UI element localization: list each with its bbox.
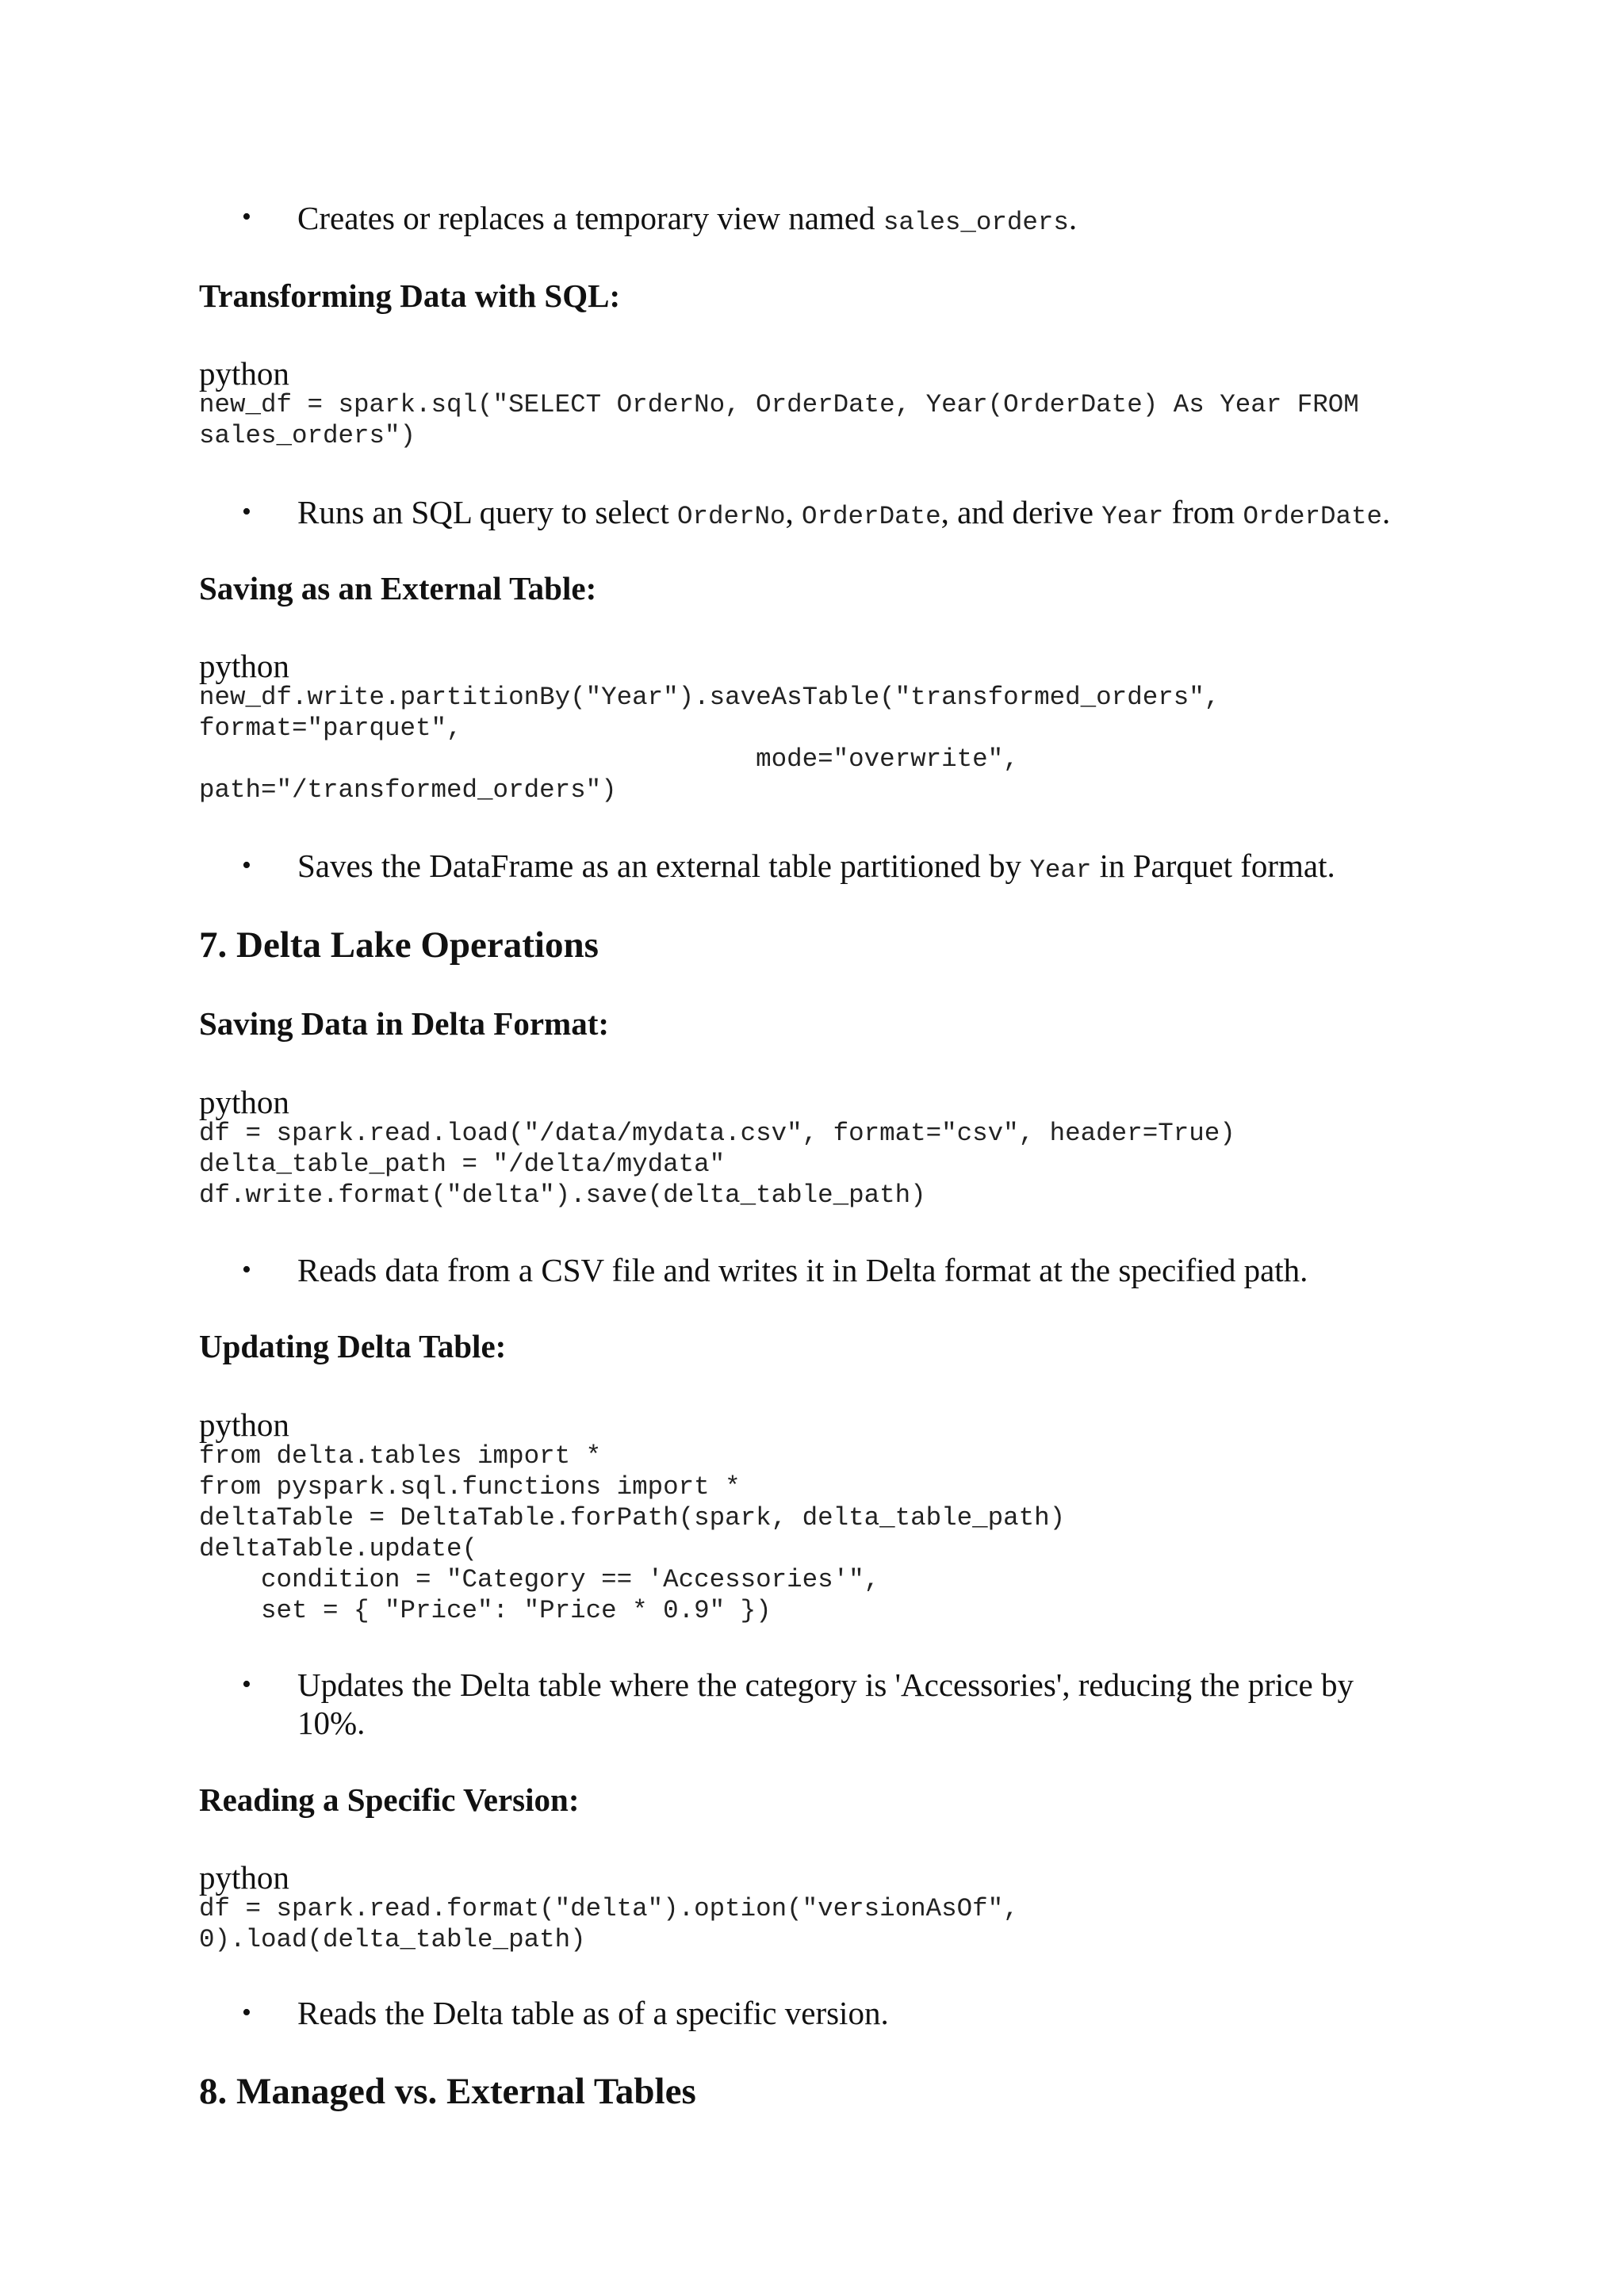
subheading-transforming-data: Transforming Data with SQL: [199, 277, 621, 314]
subheading-updating-delta: Updating Delta Table: [199, 1328, 507, 1364]
code-language-label: python [199, 1859, 289, 1896]
bullet-text-read-version: Reads the Delta table as of a specific version. [297, 1995, 889, 2031]
subheading-specific-version: Reading a Specific Version: [199, 1781, 580, 1818]
text-span: . [1068, 200, 1078, 236]
bullet-marker: • [242, 851, 251, 880]
text-span: . [1381, 494, 1391, 530]
inline-code: Year [1101, 502, 1164, 531]
code-block-save-external-table: new_df.write.partitionBy("Year").saveAsTable("transformed_orders", format="parquet", mode="overwrite", path="/transformed_orders") [199, 683, 1220, 805]
code-language-label: python [199, 648, 289, 684]
text-span: Saves the DataFrame as an external table partitioned by [297, 848, 1030, 884]
text-span: Creates or replaces a temporary view named [297, 200, 883, 236]
inline-code: OrderDate [802, 502, 941, 531]
text-span: , and derive [940, 494, 1102, 530]
code-block-read-version: df = spark.read.format("delta").option("versionAsOf", 0).load(delta_table_path) [199, 1894, 1019, 1954]
bullet-marker: • [242, 202, 251, 232]
text-span: Runs an SQL query to select [297, 494, 678, 530]
text-span: from [1163, 494, 1243, 530]
text-span: , [785, 494, 802, 530]
section-heading-delta-lake: 7. Delta Lake Operations [199, 924, 599, 966]
code-language-label: python [199, 355, 289, 392]
bullet-text-sql-query [297, 492, 1390, 537]
bullet-text-update-line1: Updates the Delta table where the category is 'Accessories', reducing the price by [297, 1667, 1354, 1703]
code-block-delta-save: df = spark.read.load("/data/mydata.csv", format="csv", header=True) delta_table_path = "/delta/mydata" df.write.format("delta").save(delta_table_path) [199, 1119, 1235, 1210]
bullet-marker: • [242, 497, 251, 526]
bullet-text-partitioned [297, 846, 1335, 890]
inline-code: Year [1029, 855, 1092, 885]
code-language-label: python [199, 1084, 289, 1120]
code-block-delta-update: from delta.tables import * from pyspark.sql.functions import * deltaTable = DeltaTable.forPath(spark, delta_table_path) deltaTable.update( condition = "Category == 'Accessories'", set = { "Price": "Price * 0.9" }) [199, 1441, 1066, 1625]
bullet-marker: • [242, 1670, 251, 1699]
bullet-marker: • [242, 1998, 251, 2027]
bullet-text-update-line2: 10%. [297, 1705, 366, 1741]
inline-code: sales_orders [883, 208, 1069, 237]
code-language-label: python [199, 1406, 289, 1443]
inline-code: OrderDate [1243, 502, 1382, 531]
bullet-marker: • [242, 1255, 251, 1284]
subheading-delta-format: Saving Data in Delta Format: [199, 1005, 610, 1042]
bullet-text-csv-to-delta: Reads data from a CSV file and writes it in Delta format at the specified path. [297, 1252, 1308, 1288]
text-span: in Parquet format. [1091, 848, 1335, 884]
inline-code: OrderNo [677, 502, 786, 531]
subheading-external-table: Saving as an External Table: [199, 570, 597, 607]
code-block-sql-query: new_df = spark.sql("SELECT OrderNo, OrderDate, Year(OrderDate) As Year FROM sales_orders") [199, 390, 1359, 450]
bullet-text-temp-view [297, 198, 1077, 243]
section-heading-managed-vs-external: 8. Managed vs. External Tables [199, 2071, 696, 2112]
